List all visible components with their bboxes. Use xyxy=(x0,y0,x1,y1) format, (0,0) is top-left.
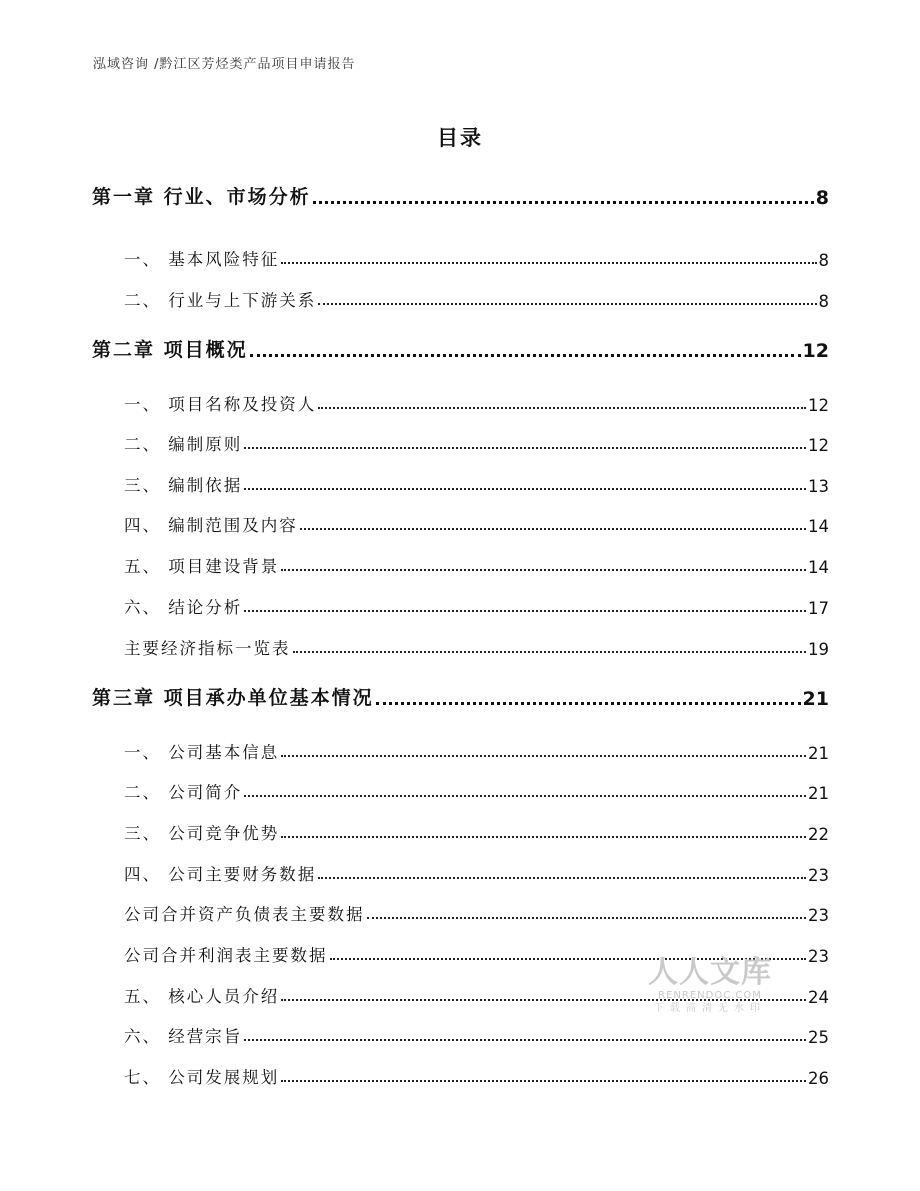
toc-entry-label: 二、 公司简介 xyxy=(124,783,243,802)
dot-leader xyxy=(376,701,801,705)
toc-entry-label: 一、 项目名称及投资人 xyxy=(124,395,317,414)
toc-entry-label: 一、 基本风险特征 xyxy=(124,250,280,269)
dot-leader xyxy=(244,487,806,490)
dot-leader xyxy=(318,406,806,409)
toc-entry-page: 12 xyxy=(808,436,829,455)
toc-entry-page: 14 xyxy=(808,558,829,577)
watermark xyxy=(640,956,780,1016)
toc-entry-page: 17 xyxy=(808,599,829,618)
toc-entry[interactable] xyxy=(124,737,829,763)
toc-entry-page: 25 xyxy=(808,1028,829,1047)
toc-entry-page: 8 xyxy=(818,292,829,311)
toc-entry[interactable] xyxy=(124,859,829,885)
toc-entry-page: 21 xyxy=(808,784,829,803)
toc-entry[interactable] xyxy=(124,777,829,803)
toc-entry-label: 第一章 行业、市场分析 xyxy=(92,186,311,208)
toc-entry-page: 23 xyxy=(808,866,829,885)
dot-leader xyxy=(313,200,814,204)
dot-leader xyxy=(318,302,816,305)
toc-entry-label: 六、 结论分析 xyxy=(124,598,243,617)
toc-entry-page: 21 xyxy=(808,744,829,763)
toc-entry[interactable] xyxy=(124,389,829,415)
toc-entry-label: 四、 公司主要财务数据 xyxy=(124,865,317,884)
toc-entry-page: 19 xyxy=(808,640,829,659)
dot-leader xyxy=(244,446,806,449)
running-header: 泓域咨询 /黔江区芳烃类产品项目申请报告 xyxy=(93,57,356,72)
watermark-domain: RENRENDOC.COM xyxy=(658,990,762,1001)
toc-entry-page: 13 xyxy=(808,477,829,496)
toc-entry[interactable] xyxy=(124,899,829,925)
toc-entry[interactable] xyxy=(124,244,829,270)
toc-entry[interactable] xyxy=(124,510,829,536)
toc-entry-label: 公司合并利润表主要数据 xyxy=(124,946,328,965)
toc-entry-label: 五、 项目建设背景 xyxy=(124,557,280,576)
toc-entry[interactable] xyxy=(124,470,829,496)
toc-entry[interactable] xyxy=(124,429,829,455)
toc-entry[interactable] xyxy=(124,1062,829,1088)
toc-entry[interactable] xyxy=(124,818,829,844)
toc-entry-page: 21 xyxy=(802,688,829,710)
toc-entry-label: 二、 行业与上下游关系 xyxy=(124,291,317,310)
toc-entry[interactable] xyxy=(124,285,829,311)
dot-leader xyxy=(281,261,816,264)
dot-leader xyxy=(250,353,801,357)
toc-entry-page: 12 xyxy=(808,396,829,415)
toc-entry-label: 二、 编制原则 xyxy=(124,435,243,454)
toc-entry-page: 26 xyxy=(808,1069,829,1088)
dot-leader xyxy=(367,916,807,919)
dot-leader xyxy=(281,568,806,571)
toc-entry[interactable] xyxy=(124,592,829,618)
toc-entry[interactable] xyxy=(124,633,829,659)
toc-entry-label: 第二章 项目概况 xyxy=(92,339,248,361)
toc-entry[interactable] xyxy=(124,1021,829,1047)
watermark-title: 人人文库 xyxy=(648,955,772,990)
dot-leader xyxy=(293,650,807,653)
toc-entry-page: 22 xyxy=(808,825,829,844)
toc-entry-label: 三、 公司竞争优势 xyxy=(124,824,280,843)
toc-entry-label: 五、 核心人员介绍 xyxy=(124,987,280,1006)
dot-leader xyxy=(244,1038,806,1041)
dot-leader xyxy=(318,876,806,879)
toc-entry-label: 六、 经营宗旨 xyxy=(124,1027,243,1046)
dot-leader xyxy=(244,794,806,797)
page-title: 目录 xyxy=(437,126,483,150)
toc-entry-page: 8 xyxy=(815,187,829,209)
toc-entry-page: 8 xyxy=(818,251,829,270)
toc-entry-page: 23 xyxy=(808,906,829,925)
toc-entry-label: 第三章 项目承办单位基本情况 xyxy=(92,687,374,709)
toc-entry[interactable] xyxy=(124,551,829,577)
toc-entry-label: 三、 编制依据 xyxy=(124,476,243,495)
toc-entry-chapter-2[interactable] xyxy=(92,336,829,362)
dot-leader xyxy=(281,1079,806,1082)
watermark-slogan: 下载高清无水印 xyxy=(654,1003,766,1014)
toc-entry-page: 12 xyxy=(802,340,829,362)
toc-entry-page: 24 xyxy=(808,988,829,1007)
toc-entry-label: 主要经济指标一览表 xyxy=(124,639,291,658)
dot-leader xyxy=(281,754,806,757)
dot-leader xyxy=(300,527,806,530)
toc-entry-label: 公司合并资产负债表主要数据 xyxy=(124,905,365,924)
toc-entry-chapter-1[interactable] xyxy=(92,183,829,209)
toc-entry-label: 七、 公司发展规划 xyxy=(124,1068,280,1087)
toc-entry-chapter-3[interactable] xyxy=(92,684,829,710)
toc-entry-label: 四、 编制范围及内容 xyxy=(124,516,298,535)
toc-entry-page: 23 xyxy=(808,947,829,966)
dot-leader xyxy=(244,609,806,612)
dot-leader xyxy=(281,835,806,838)
toc-entry-page: 14 xyxy=(808,517,829,536)
toc-entry-label: 一、 公司基本信息 xyxy=(124,743,280,762)
